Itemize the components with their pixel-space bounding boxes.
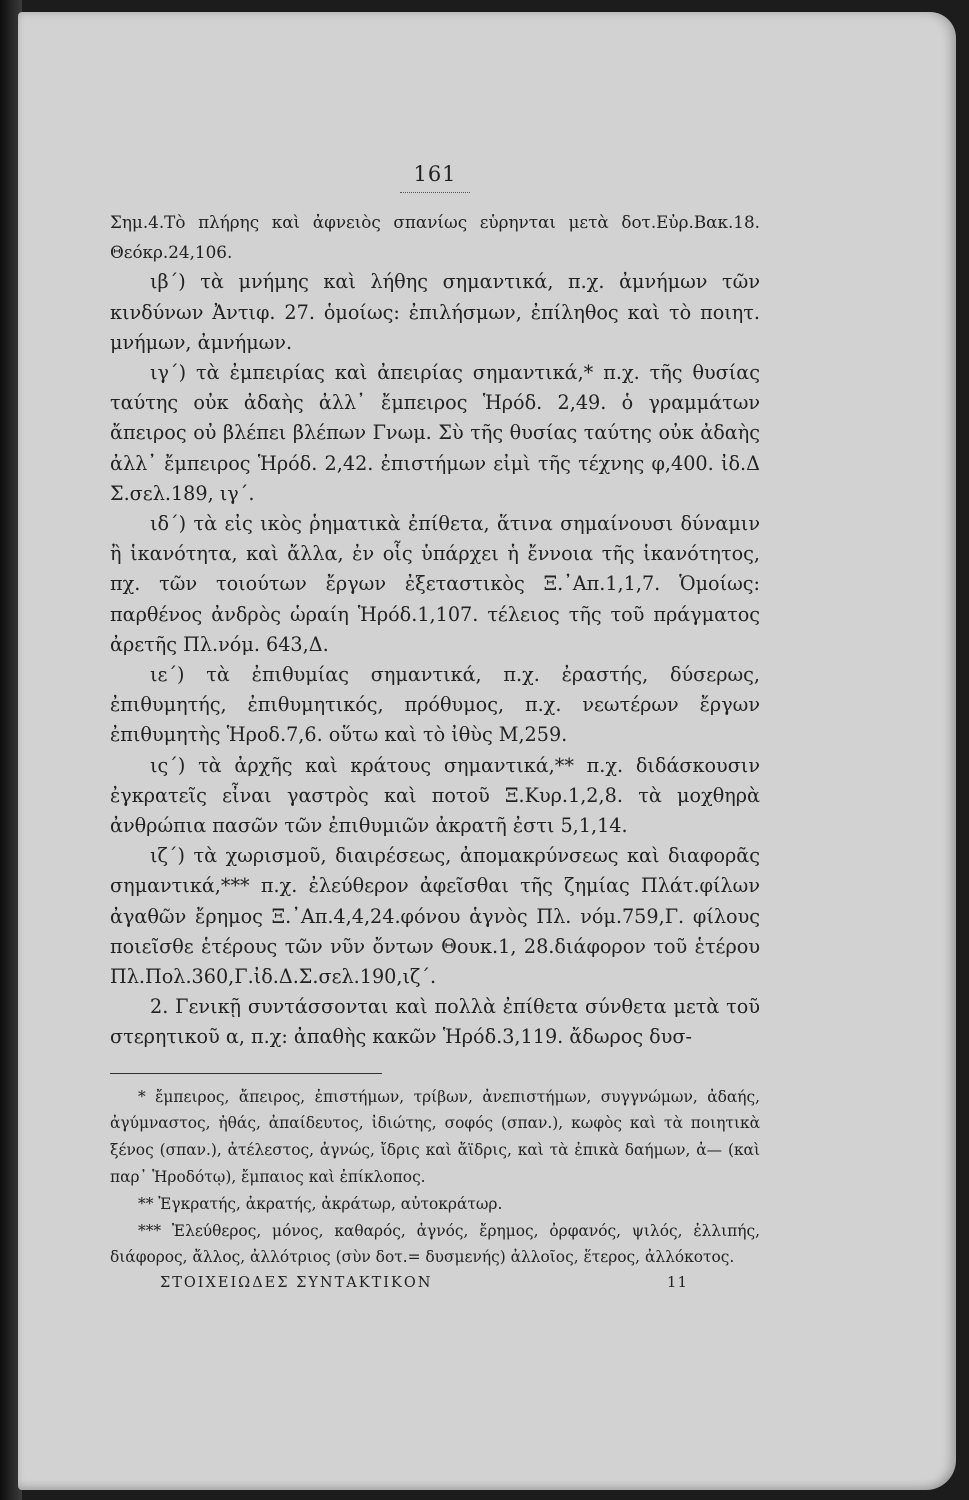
paragraph-17: ιζ´) τὰ χωρισμοῦ, διαιρέσεως, ἀπομακρύνσεως καὶ διαφορᾶς σημαντικά,*** π.χ. ἐλεύθερον ἀφεῖσθαι τῆς ζημίας Πλάτ.φίλων ἀγαθῶν ἔρημος Ξ.᾿Απ.4,4,24.φόνου ἁγνὸς Πλ. νόμ.759,Γ. φίλους ποιεῖσθε ἑτέρους τῶν νῦν ὄντων Θουκ.1, 28.διάφορον τοῦ ἑτέρου Πλ.Πολ.360,Γ.ἰδ.Δ.Σ.σελ.190,ιζ´.	[110, 844, 760, 989]
footnote-1: * ἔμπειρος, ἄπειρος, ἐπιστήμων, τρίβων, ἀνεπιστήμων, συγγνώμων, ἀδαής, ἀγύμναστος, ἠθάς, ἀπαίδευτος, ἰδιώτης, σοφός (σπαν.), κωφὸς καὶ τὰ ποιητικὰ ξένος (σπαν.), ἀτέλεστος, ἀγνώς, ἴδρις καὶ ἄϊδρις, καὶ τὰ ἐπικὰ δαήμων, ἀ— (καὶ παρ᾿ Ἡροδότῳ), ἔμπαιος καὶ ἐπίκλοπος.	[110, 1087, 760, 1187]
paragraph-note-4: Σημ.4.Τὸ πλήρης καὶ ἀφνειὸς σπανίως εὑρηνται μετὰ δοτ.Εὐρ.Βακ.18. Θεόκρ.24,106.	[110, 212, 760, 263]
footnote-rule	[110, 1073, 382, 1074]
book-title: ΣΤΟΙΧΕΙΩΔΕΣ ΣΥΝΤΑΚΤΙΚΟΝ	[160, 1275, 433, 1292]
page-content	[110, 162, 760, 1291]
main-text	[110, 207, 760, 1053]
page-number-rule	[400, 192, 470, 193]
paragraph-section-2: 2. Γενικῇ συντάσσονται καὶ πολλὰ ἐπίθετα σύνθετα μετὰ τοῦ στερητικοῦ α, π.χ: ἀπαθὴς κακῶν Ἡρόδ.3,119. ἄδωρος δυσ-	[110, 995, 760, 1049]
paragraph-16: ις´) τὰ ἀρχῆς καὶ κράτους σημαντικά,** π.χ. διδάσκουσιν ἐγκρατεῖς εἶναι γαστρὸς καὶ ποτοῦ Ξ.Κυρ.1,2,8. τὰ μοχθηρὰ ἀνθρώπια πασῶν τῶν ἐπιθυμιῶν ἀκρατῆ ἐστι 5,1,14.	[110, 753, 760, 838]
paragraph-15: ιε´) τὰ ἐπιθυμίας σημαντικά, π.χ. ἐραστής, δύσερως, ἐπιθυμητής, ἐπιθυμητικός, πρόθυμος, π.χ. νεωτέρων ἔργων ἐπιθυμητὴς Ἡροδ.7,6. οὕτω καὶ τὸ ἰθὺς Μ,259.	[110, 663, 760, 747]
footnotes	[110, 1084, 760, 1272]
page-number: 161	[413, 162, 457, 186]
paragraph-12: ιβ´) τὰ μνήμης καὶ λήθης σημαντικά, π.χ. ἀμνήμων τῶν κινδύνων Ἀντιφ. 27. ὁμοίως: ἐπιλήσμων, ἐπίληθος καὶ τὸ ποιητ. μνήμων, ἀμνήμων.	[110, 270, 760, 354]
page-footer	[110, 1273, 760, 1291]
paragraph-14: ιδ´) τὰ εἰς ικὸς ῥηματικὰ ἐπίθετα, ἅτινα σημαίνουσι δύναμιν ἢ ἱκανότητα, καὶ ἄλλα, ἐν οἷς ὑπάρχει ἡ ἔννοια τῆς ἱκανότητος, πχ. τῶν τοιούτων ἔργων ἐξεταστικὸς Ξ.᾿Απ.1,1,7. Ὁμοίως: παρθένος ἀνδρὸς ὡραίη Ἡρόδ.1,107. τέλειος τῆς τοῦ πράγματος ἀρετῆς Πλ.νόμ. 643,Δ.	[110, 512, 760, 656]
footnote-3: *** Ἐλεύθερος, μόνος, καθαρός, ἁγνός, ἔρημος, ὀρφανός, ψιλός, ἐλλιπής, διάφορος, ἄλλος, ἀλλότριος (σὺν δοτ.= δυσμενής) ἀλλοῖος, ἕτερος, ἀλλόκοτος.	[110, 1221, 760, 1267]
footnote-2: ** Ἐγκρατής, ἀκρατής, ἀκράτωρ, αὐτοκράτωρ.	[138, 1194, 503, 1213]
paragraph-13: ιγ´) τὰ ἐμπειρίας καὶ ἀπειρίας σημαντικά,* π.χ. τῆς θυσίας ταύτης οὐκ ἀδαὴς ἀλλ᾿ ἔμπειρος Ἡρόδ. 2,49. ὁ γραμμάτων ἄπειρος οὐ βλέπει βλέπων Γνωμ. Σὺ τῆς θυσίας ταύτης οὐκ ἀδαὴς ἀλλ᾿ ἔμπειρος Ἡρόδ. 2,42. ἐπιστήμων εἰμὶ τῆς τέχνης φ,400. ἰδ.Δ Σ.σελ.189, ιγ´.	[110, 361, 760, 505]
document-page	[18, 12, 956, 1490]
signature-mark: 11	[666, 1273, 688, 1292]
